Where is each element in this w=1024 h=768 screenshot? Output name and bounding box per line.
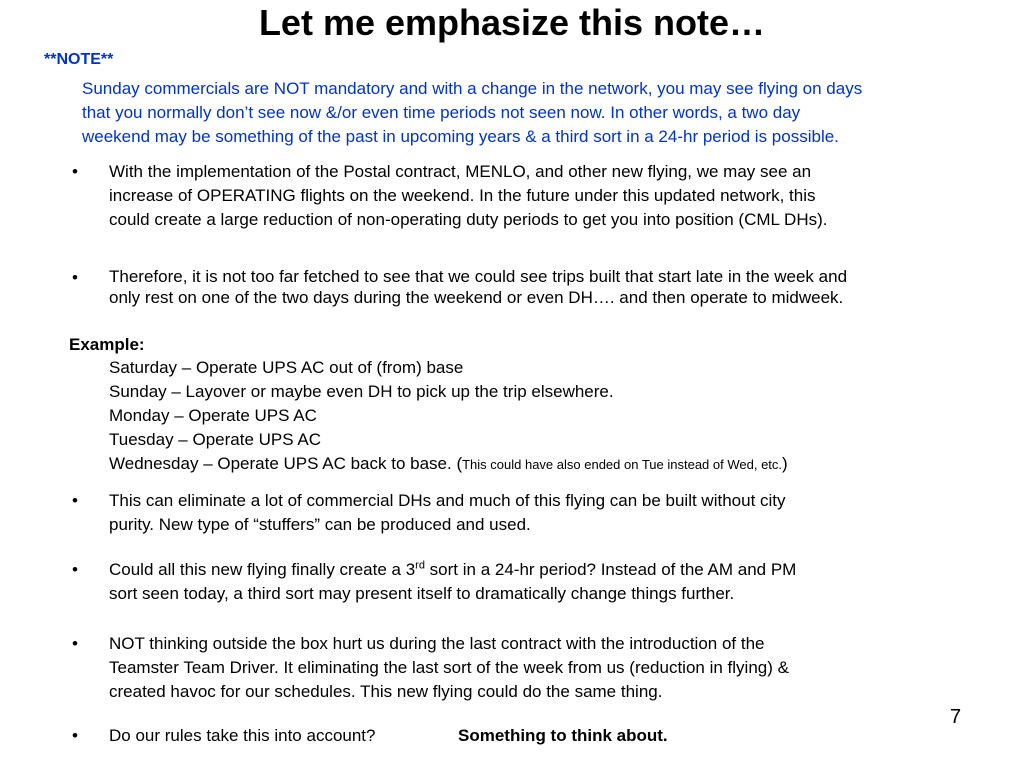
slide-title: Let me emphasize this note… — [258, 2, 766, 43]
bullet-text — [109, 160, 1009, 232]
wednesday-note: This could have also ended on Tue instead of Wed, etc. — [462, 457, 783, 472]
example-day: Sunday – Layover or maybe even DH to pick up the trip elsewhere. — [109, 382, 614, 401]
bullet-line-part: sort in a 24-hr period? Instead of the AM and PM — [424, 560, 797, 579]
example-day: Tuesday – Operate UPS AC — [109, 430, 321, 449]
bullet-text — [109, 266, 1009, 308]
bullet-line: increase of OPERATING flights on the weekend. In the future under this updated network, this — [109, 186, 816, 205]
example-day: Monday – Operate UPS AC — [109, 406, 317, 425]
example-label: Example: — [69, 335, 145, 354]
bullet-marker: • — [72, 268, 78, 287]
ordinal-suffix: rd — [415, 559, 425, 572]
note-line: that you normally don’t see now &/or even time periods not seen now. In other words, a two day — [82, 103, 801, 122]
wednesday-text: Wednesday – Operate UPS AC back to base. ( — [109, 454, 463, 473]
bullet-line: Therefore, it is not too far fetched to see that we could see trips built that start late in the week and — [109, 267, 848, 286]
bullet-marker: • — [72, 726, 78, 745]
page-number: 7 — [950, 706, 962, 728]
bullet-marker: • — [72, 162, 78, 181]
example-day-wednesday — [109, 452, 788, 477]
bullet-emphasis: Something to think about. — [458, 726, 668, 745]
bullet-line: NOT thinking outside the box hurt us during the last contract with the introduction of the — [109, 634, 765, 653]
wednesday-close: ) — [782, 454, 788, 473]
note-text — [82, 77, 1012, 149]
bullet-line: purity. New type of “stuffers” can be produced and used. — [109, 515, 531, 534]
bullet-line: only rest on one of the two days during the weekend or even DH…. and then operate to midweek. — [109, 288, 844, 307]
note-line: Sunday commercials are NOT mandatory and with a change in the network, you may see flying on days — [82, 79, 863, 98]
bullet-text — [109, 558, 1009, 606]
bullet-text — [109, 632, 1009, 704]
bullet-line — [109, 558, 1009, 582]
bullet-text — [109, 724, 1009, 748]
bullet-marker: • — [72, 634, 78, 653]
bullet-line: Teamster Team Driver. It eliminating the last sort of the week from us (reduction in flying) & — [109, 658, 789, 677]
note-line: weekend may be something of the past in upcoming years & a third sort in a 24-hr period is possible. — [82, 127, 839, 146]
bullet-line: could create a large reduction of non-operating duty periods to get you into position (CML DHs). — [109, 210, 828, 229]
note-label: **NOTE** — [44, 51, 114, 68]
bullet-marker: • — [72, 560, 78, 579]
bullet-line: This can eliminate a lot of commercial DHs and much of this flying can be built without city — [109, 491, 786, 510]
bullet-line-part: Could all this new flying finally create a 3 — [109, 560, 416, 579]
bullet-line: sort seen today, a third sort may present itself to dramatically change things further. — [109, 584, 735, 603]
bullet-text — [109, 489, 1009, 537]
example-day: Saturday – Operate UPS AC out of (from) base — [109, 358, 464, 377]
example-schedule — [109, 356, 788, 477]
bullet-line: created havoc for our schedules. This new flying could do the same thing. — [109, 682, 663, 701]
bullet-question: Do our rules take this into account? — [109, 726, 376, 745]
bullet-line: With the implementation of the Postal contract, MENLO, and other new flying, we may see an — [109, 162, 812, 181]
bullet-marker: • — [72, 491, 78, 510]
